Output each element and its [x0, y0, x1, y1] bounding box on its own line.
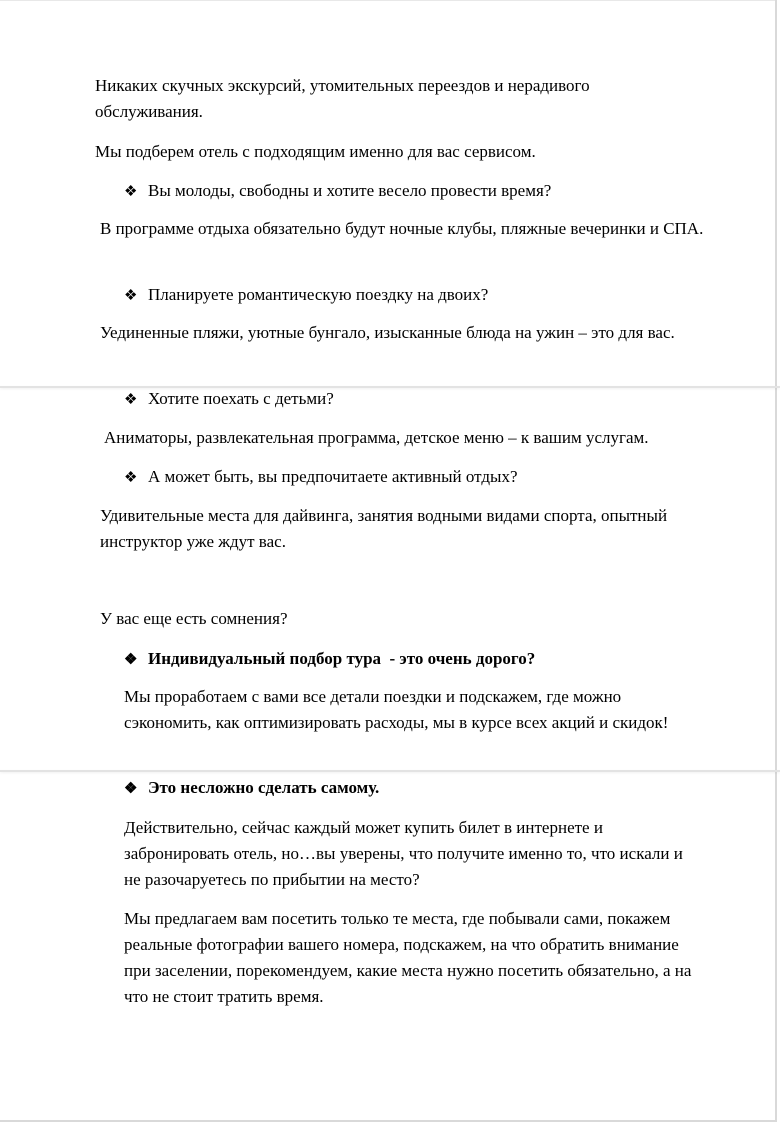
offer-question: А может быть, вы предпочитаете активный отдых? — [148, 467, 518, 486]
page-separator — [0, 386, 780, 388]
diamond-bullet-icon: ❖ — [124, 184, 138, 200]
diamond-bullet-icon: ❖ — [124, 781, 138, 797]
offer-answer: Аниматоры, развлекательная программа, детское меню – к вашим услугам. — [104, 428, 649, 447]
doubt-question: Это несложно сделать самому. — [148, 778, 380, 797]
offer-bullet — [124, 464, 517, 491]
diamond-bullet-icon: ❖ — [124, 652, 138, 668]
offer-bullet — [124, 282, 488, 309]
page-separator — [0, 770, 780, 772]
offer-answer: Уединенные пляжи, уютные бунгало, изысканные блюда на ужин – это для вас. — [100, 323, 675, 342]
intro-paragraph: Никаких скучных экскурсий, утомительных переездов и нерадивого обслуживания. — [95, 76, 590, 121]
offer-bullet — [124, 386, 334, 413]
offer-answer: Удивительные места для дайвинга, занятия водными видами спорта, опытный инструктор уже ждут вас. — [100, 506, 668, 551]
offer-question: Вы молоды, свободны и хотите весело провести время? — [148, 181, 552, 200]
doubt-bullet — [124, 775, 379, 802]
offer-answer: В программе отдыха обязательно будут ночные клубы, пляжные вечеринки и СПА. — [100, 219, 704, 238]
doubt-answer: Мы предлагаем вам посетить только те места, где побывали сами, покажем реальные фотографии вашего номера, подскажем, на что обратить внимание при заселении, порекомендуем, какие места нужно посетить обязательно, а на что не стоит тратить время. — [124, 909, 692, 1006]
doubt-answer: Мы проработаем с вами все детали поездки и подскажем, где можно сэкономить, как оптимизировать расходы, мы в курсе всех акций и скидок! — [124, 687, 669, 732]
doubt-question: Индивидуальный подбор тура - это очень дорого? — [148, 649, 536, 668]
intro-paragraph: Мы подберем отель с подходящим именно для вас сервисом. — [95, 142, 536, 161]
doubts-heading: У вас еще есть сомнения? — [100, 609, 288, 628]
offer-question: Хотите поехать с детьми? — [148, 389, 334, 408]
doubt-bullet — [124, 646, 535, 673]
diamond-bullet-icon: ❖ — [124, 470, 138, 486]
offer-question: Планируете романтическую поездку на двоих? — [148, 285, 489, 304]
diamond-bullet-icon: ❖ — [124, 392, 138, 408]
offer-bullet — [124, 178, 551, 205]
doubt-answer: Действительно, сейчас каждый может купить билет в интернете и забронировать отель, но…вы уверены, что получите именно то, что искали и не разочаруетесь по прибытии на место? — [124, 818, 683, 889]
diamond-bullet-icon: ❖ — [124, 288, 138, 304]
